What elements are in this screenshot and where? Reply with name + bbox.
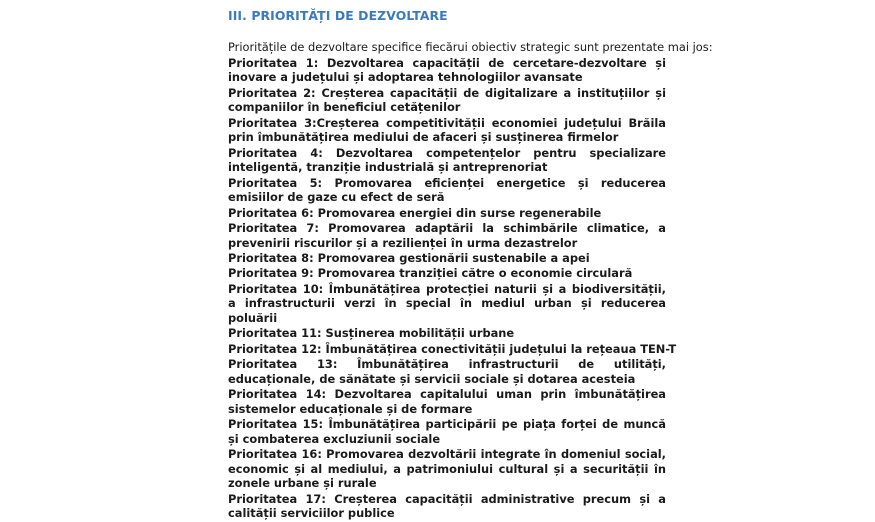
priority-item-4: Prioritatea 4: Dezvoltarea competențelor pentru specializare inteligentă, tranziție industrială și antreprenoriat (228, 145, 666, 175)
priority-item-16: Prioritatea 16: Promovarea dezvoltării integrate în domeniul social, economic și al mediului, a patrimoniului cultural și a securității în zonele urbane și rurale (228, 446, 666, 491)
document-page (228, 8, 713, 522)
intro-text: Prioritățile de dezvoltare specifice fiecărui obiectiv strategic sunt prezentate mai jos: (228, 40, 713, 54)
priority-item-11: Prioritatea 11: Susținerea mobilității urbane (228, 326, 515, 341)
priority-item-13: Prioritatea 13: Îmbunătățirea infrastructurii de utilități, educaționale, de sănătate și servicii sociale și dotarea acesteia (228, 357, 666, 386)
priority-item-6: Prioritatea 6: Promovarea energiei din surse regenerabile (228, 205, 602, 220)
priority-item-1: Prioritatea 1: Dezvoltarea capacității de cercetare-dezvoltare și inovare a județului și adoptarea tehnologiilor avansate (228, 55, 666, 85)
priority-item-17: Prioritatea 17: Creșterea capacității administrative precum și a calității serviciilor publice (228, 491, 666, 521)
priority-item-2: Prioritatea 2: Creșterea capacității de digitalizare a instituțiilor și companiilor în beneficiul cetățenilor (228, 85, 666, 115)
priorities-list (228, 55, 677, 521)
priority-item-15: Prioritatea 15: Îmbunătățirea participării pe piața forței de muncă și combaterea excluziunii sociale (228, 417, 666, 446)
priority-item-12: Prioritatea 12: Îmbunătățirea conectivității județului la rețeaua TEN-T (228, 341, 677, 356)
priority-item-8: Prioritatea 8: Promovarea gestionării sustenabile a apei (228, 250, 590, 265)
priority-item-3: Prioritatea 3:Creșterea competitivității economiei județului Brăila prin îmbunătățirea mediului de afaceri și susținerea firmelor (228, 115, 666, 145)
priority-item-10: Prioritatea 10: Îmbunătățirea protecției naturii și a biodiversității, a infrastructurii verzi în special în mediul urban și reducerea poluării (228, 281, 666, 325)
priority-item-9: Prioritatea 9: Promovarea tranziției către o economie circulară (228, 266, 633, 281)
priority-item-5: Prioritatea 5: Promovarea eficienței energetice și reducerea emisiilor de gaze cu efect de seră (228, 175, 666, 205)
priority-item-14: Prioritatea 14: Dezvoltarea capitalului uman prin îmbunătățirea sistemelor educaționale și de formare (228, 387, 666, 416)
priority-item-7: Prioritatea 7: Promovarea adaptării la schimbările climatice, a prevenirii riscurilor și a rezilienței în urma dezastrelor (228, 220, 666, 250)
section-heading: III. PRIORITĂȚI DE DEZVOLTARE (228, 8, 448, 23)
